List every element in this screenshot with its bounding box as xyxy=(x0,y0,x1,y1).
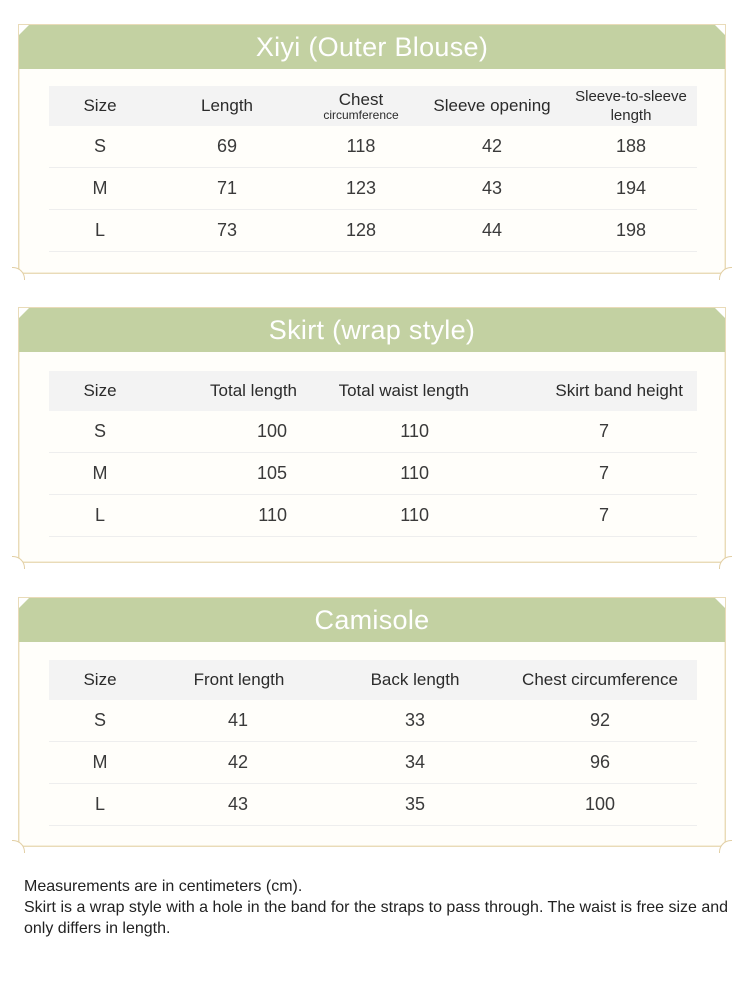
table-header-row xyxy=(49,660,697,700)
cell-back-length: 33 xyxy=(327,700,503,742)
cell-sleeve-to-sleeve: 188 xyxy=(565,126,697,168)
table-row xyxy=(49,411,697,453)
table-row xyxy=(49,168,697,210)
cell-sleeve-opening: 43 xyxy=(419,168,565,210)
header-length: Length xyxy=(151,86,303,126)
blouse-size-card xyxy=(18,24,726,274)
measurement-notes xyxy=(24,876,734,939)
cell-total-waist-length: 110 xyxy=(303,411,475,453)
corner-ornament xyxy=(12,267,25,280)
table-row xyxy=(49,453,697,495)
cell-total-length: 110 xyxy=(151,495,303,537)
cell-size: L xyxy=(49,495,151,537)
corner-ornament xyxy=(12,556,25,569)
cell-total-waist-length: 110 xyxy=(303,453,475,495)
camisole-section-title: Camisole xyxy=(19,598,725,642)
cell-size: L xyxy=(49,210,151,252)
header-chest-circumference: Chest circumference xyxy=(503,660,697,700)
header-chest-main: Chest xyxy=(338,90,384,109)
table-row xyxy=(49,210,697,252)
header-sleeve-to-sleeve-line2: length xyxy=(610,107,652,124)
header-size: Size xyxy=(49,660,151,700)
corner-ornament xyxy=(719,840,732,853)
cell-sleeve-to-sleeve: 198 xyxy=(565,210,697,252)
cell-total-waist-length: 110 xyxy=(303,495,475,537)
table-header-row xyxy=(49,86,697,126)
cell-back-length: 34 xyxy=(327,742,503,784)
cell-skirt-band-height: 7 xyxy=(475,453,697,495)
cell-chest: 128 xyxy=(303,210,419,252)
header-chest-sub: circumference xyxy=(323,108,399,122)
skirt-section-title: Skirt (wrap style) xyxy=(19,308,725,352)
table-row xyxy=(49,700,697,742)
cell-back-length: 35 xyxy=(327,784,503,826)
skirt-size-card xyxy=(18,307,726,563)
table-header-row xyxy=(49,371,697,411)
corner-ornament xyxy=(719,267,732,280)
cell-chest-circumference: 100 xyxy=(503,784,697,826)
cell-total-length: 100 xyxy=(151,411,303,453)
table-row xyxy=(49,126,697,168)
header-sleeve-to-sleeve xyxy=(565,86,697,126)
cell-length: 73 xyxy=(151,210,303,252)
header-total-waist-length: Total waist length xyxy=(303,371,475,411)
cell-size: L xyxy=(49,784,151,826)
table-row xyxy=(49,742,697,784)
header-sleeve-opening: Sleeve opening xyxy=(419,86,565,126)
skirt-size-table xyxy=(49,371,697,537)
note-skirt: Skirt is a wrap style with a hole in the band for the straps to pass through. The waist is free size and only differs in length. xyxy=(24,899,729,937)
cell-front-length: 42 xyxy=(151,742,327,784)
camisole-size-card xyxy=(18,597,726,847)
cell-front-length: 41 xyxy=(151,700,327,742)
header-back-length: Back length xyxy=(327,660,503,700)
header-size: Size xyxy=(49,86,151,126)
cell-size: M xyxy=(49,453,151,495)
header-total-length: Total length xyxy=(151,371,303,411)
table-row xyxy=(49,495,697,537)
cell-sleeve-opening: 42 xyxy=(419,126,565,168)
header-chest xyxy=(303,86,419,126)
cell-size: S xyxy=(49,126,151,168)
cell-sleeve-to-sleeve: 194 xyxy=(565,168,697,210)
cell-chest: 123 xyxy=(303,168,419,210)
header-sleeve-to-sleeve-line1: Sleeve-to-sleeve xyxy=(575,88,687,105)
cell-size: S xyxy=(49,411,151,453)
cell-sleeve-opening: 44 xyxy=(419,210,565,252)
cell-skirt-band-height: 7 xyxy=(475,495,697,537)
cell-size: M xyxy=(49,168,151,210)
cell-skirt-band-height: 7 xyxy=(475,411,697,453)
camisole-size-table xyxy=(49,660,697,826)
cell-chest-circumference: 96 xyxy=(503,742,697,784)
blouse-section-title: Xiyi (Outer Blouse) xyxy=(19,25,725,69)
header-skirt-band-height: Skirt band height xyxy=(475,371,697,411)
cell-size: M xyxy=(49,742,151,784)
header-size: Size xyxy=(49,371,151,411)
table-row xyxy=(49,784,697,826)
cell-total-length: 105 xyxy=(151,453,303,495)
cell-size: S xyxy=(49,700,151,742)
cell-length: 71 xyxy=(151,168,303,210)
corner-ornament xyxy=(719,556,732,569)
cell-front-length: 43 xyxy=(151,784,327,826)
blouse-size-table xyxy=(49,86,697,252)
corner-ornament xyxy=(12,840,25,853)
cell-length: 69 xyxy=(151,126,303,168)
note-units: Measurements are in centimeters (cm). xyxy=(24,878,303,895)
cell-chest-circumference: 92 xyxy=(503,700,697,742)
header-front-length: Front length xyxy=(151,660,327,700)
cell-chest: 118 xyxy=(303,126,419,168)
